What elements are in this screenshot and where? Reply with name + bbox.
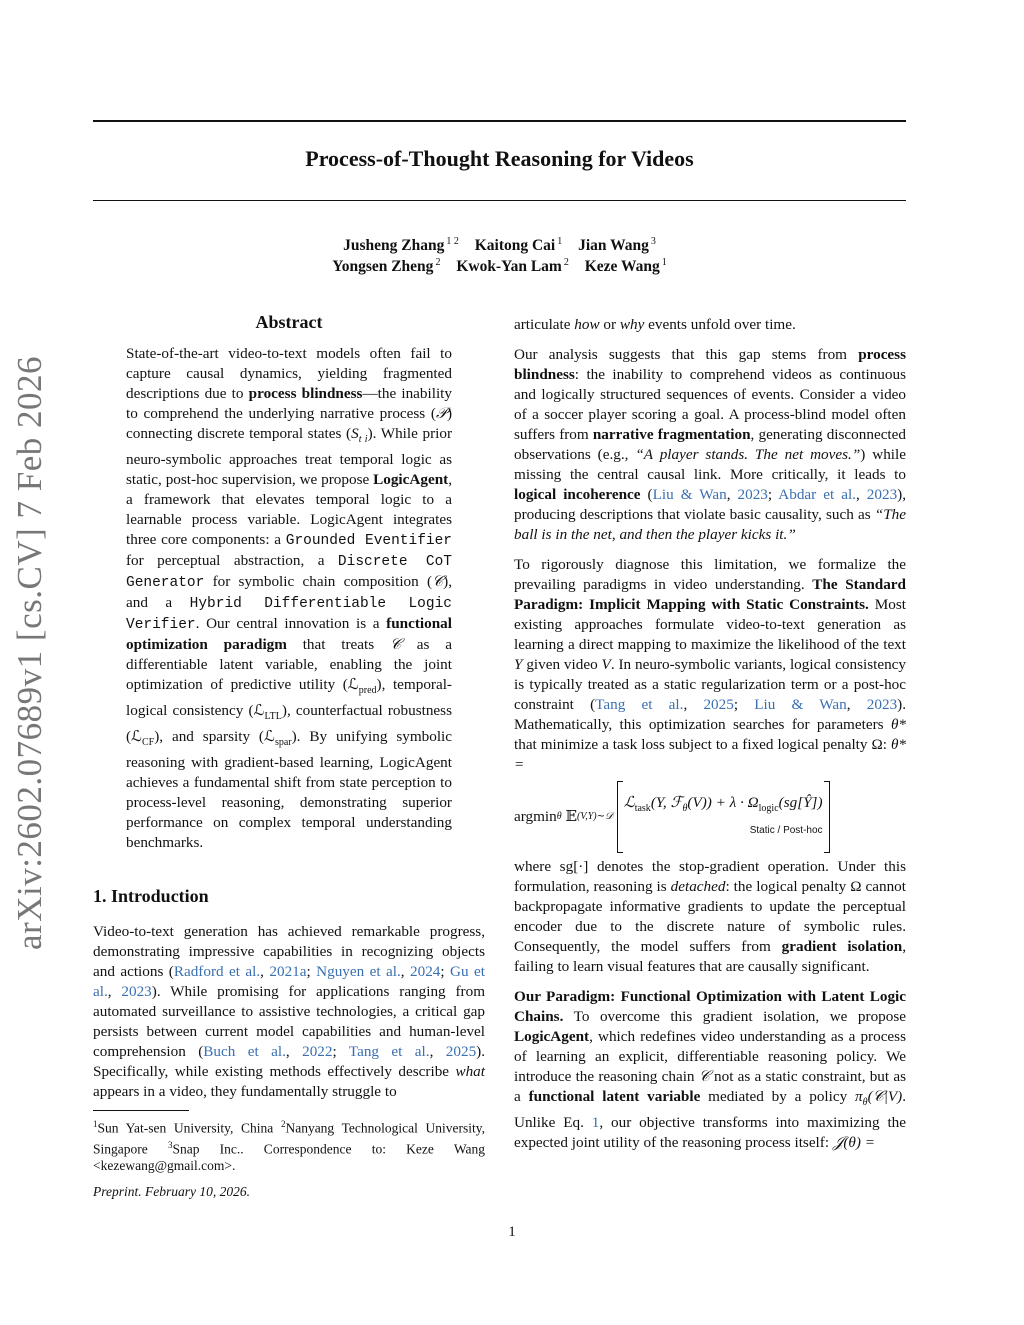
preprint-note: Preprint. February 10, 2026. xyxy=(93,1184,250,1199)
footnote: $^1$Sun Yat-sen University, China $^2$Nanyang Technological University, Singapore $^3$Snap Inc.. Correspondence to: Keze Wang <kezewang@gmail.com>. xyxy=(93,1119,485,1173)
underbrace-label: Static / Post-hoc xyxy=(749,825,823,837)
abstract-heading: Abstract xyxy=(255,312,323,332)
abstract-text: State-of-the-art video-to-text models often fail to capture causal dynamics, yielding fragmented descriptions due to process blindness—the inability to comprehend the underlying narrative process (𝒫) connecting discrete temporal states $(S_{t i})$. While prior neuro-symbolic approaches treat temporal logic as static, post-hoc supervision, we propose LogicAgent, a framework that elevates temporal logic to a learnable process variable. LogicAgent integrates three core components: a Grounded Eventifier for perceptual abstraction, a Discrete CoT Generator for symbolic chain composition (𝒞), and a Hybrid Differentiable Logic Verifier. Our central innovation is a functional optimization paradigm that treats 𝒞 as a differentiable latent variable, enabling the joint optimization of predictive utility (ℒ$_{pred}$), temporal-logical consistency (ℒ$_{LTL}$), counterfactual robustness (ℒ$_{CF}$), and sparsity (ℒ$_{spar}$). By unifying symbolic reasoning with gradient-based learning, LogicAgent achieves a fundamental shift from state perception to process-level reasoning, demonstrating superior performance on complex temporal understanding benchmarks. xyxy=(126,345,453,852)
author: Yongsen Zheng $^2$ xyxy=(332,257,441,275)
paragraph: where sg[·] denotes the stop-gradient operation. Under this formulation, reasoning is detached: the logical penalty Ω cannot backpropagate informative gradients to update the perceptual encoder due to the discrete nature of symbolic rules. Consequently, the model suffers from gradient isolation, failing to learn visual features that are causally significant. xyxy=(514,858,906,976)
citation-link[interactable]: 2023 xyxy=(737,486,768,503)
title-rule-top xyxy=(93,120,906,122)
citation-link[interactable]: Abdar et al. xyxy=(778,486,856,503)
citation-link[interactable]: 2025 xyxy=(703,696,734,713)
right-column xyxy=(514,315,906,1163)
equation-bracket: ℒ$_{task}$(Y, ℱ$_\theta$(V)) + $\lambda \cdot \Omega_{logic}(sg[Ŷ])$ Static / Post-hoc xyxy=(617,781,830,853)
introduction-section xyxy=(93,886,485,1102)
citation-link[interactable]: 2021a xyxy=(269,963,307,980)
paragraph: Our Paradigm: Functional Optimization with Latent Logic Chains. To overcome this gradient isolation, we propose LogicAgent, which redefines video understanding as a process of learning an explicit, differentiable reasoning policy. We introduce the reasoning chain 𝒞 not as a static constraint, but as a functional latent variable mediated by a policy $\pi_\theta(𝒞|V)$. Unlike Eq. 1, our objective transforms into maximizing the expected joint utility of the reasoning process itself: 𝒥(θ) = xyxy=(514,988,906,1152)
title-rule-bottom xyxy=(93,200,906,201)
paragraph: To rigorously diagnose this limitation, we formalize the prevailing paradigms in video understanding. The Standard Paradigm: Implicit Mapping with Static Constraints. Most existing approaches formulate video-to-text generation as learning a direct mapping to maximize the likelihood of the text Y given video V. In neuro-symbolic variants, logical consistency is typically treated as a static regularization term or a post-hoc constraint (Tang et al., 2025; Liu & Wan, 2023). Mathematically, this optimization searches for parameters θ* that minimize a task loss subject to a fixed logical penalty Ω: θ* = xyxy=(514,556,907,773)
author: Keze Wang $^1$ xyxy=(584,257,667,275)
citation-link[interactable]: Tang et al. xyxy=(348,1043,430,1060)
citation-link[interactable]: 2023 xyxy=(866,486,898,503)
author: Jusheng Zhang $^{1 2}$ xyxy=(343,236,459,254)
author: Jian Wang $^3$ xyxy=(578,236,656,254)
footnote-rule xyxy=(93,1110,189,1111)
author: Kaitong Cai $^1$ xyxy=(474,236,563,254)
citation-link[interactable]: 2023 xyxy=(121,983,152,1000)
citation-link[interactable]: 2023 xyxy=(866,696,898,713)
introduction-text: Video-to-text generation has achieved remarkable progress, demonstrating impressive capabilities in recognizing objects and actions (Radford et al., 2021a; Nguyen et al., 2024; Gu et al., 2023). While promising for applications ranging from automated surveillance to assistive technologies, a critical gap persists between current model capabilities and human-level comprehension (Buch et al., 2022; Tang et al., 2025). Specifically, while existing methods effectively describe what appears in a video, they fundamentally struggle to xyxy=(93,923,486,1100)
author-list-row1 xyxy=(93,236,906,255)
citation-link[interactable]: 2022 xyxy=(302,1043,333,1060)
section-heading: 1. Introduction xyxy=(93,886,209,906)
equation-reference-link[interactable]: 1 xyxy=(591,1114,600,1132)
arxiv-identifier: arXiv:2602.07689v1 [cs.CV] 7 Feb 2026 xyxy=(10,355,49,950)
author: Kwok-Yan Lam $^2$ xyxy=(456,257,569,275)
equation-1: argmin θ 𝔼 (V,Y)∼𝒟 ℒ$_{task}$(Y, ℱ$_\theta$(V)) + $\lambda \cdot \Omega_{logic}(sg[Ŷ])$ Static / Post-hoc xyxy=(514,781,906,853)
paper-title: Process-of-Thought Reasoning for Videos xyxy=(305,146,694,171)
paragraph: Our analysis suggests that this gap stems from process blindness: the inability to comprehend videos as continuous and logically structured sequences of events. Consider a video of a soccer player scoring a goal. A process-blind model often suffers from narrative fragmentation, generating disconnected observations (e.g., “A player stands. The net moves.”) while missing the central causal link. More critically, it leads to logical incoherence (Liu & Wan, 2023; Abdar et al., 2023), producing descriptions that violate basic causality, such as “The ball is in the net, and then the player kicks it.” xyxy=(514,346,907,543)
abstract xyxy=(126,312,452,853)
author-list-row2 xyxy=(93,257,906,276)
citation-link[interactable]: 2025 xyxy=(445,1043,477,1060)
paragraph: articulate how or why events unfold over time. xyxy=(514,316,796,333)
citation-link[interactable]: Nguyen et al. xyxy=(316,963,401,980)
citation-link[interactable]: Tang et al. xyxy=(595,696,684,713)
citation-link[interactable]: Gu et al. xyxy=(93,963,485,1000)
citation-link[interactable]: Radford et al. xyxy=(173,963,261,980)
page-number: 1 xyxy=(508,1224,516,1240)
citation-link[interactable]: Liu & Wan xyxy=(652,486,727,503)
citation-link[interactable]: 2024 xyxy=(410,963,441,980)
citation-link[interactable]: Liu & Wan xyxy=(754,696,847,713)
citation-link[interactable]: Buch et al. xyxy=(203,1043,286,1060)
